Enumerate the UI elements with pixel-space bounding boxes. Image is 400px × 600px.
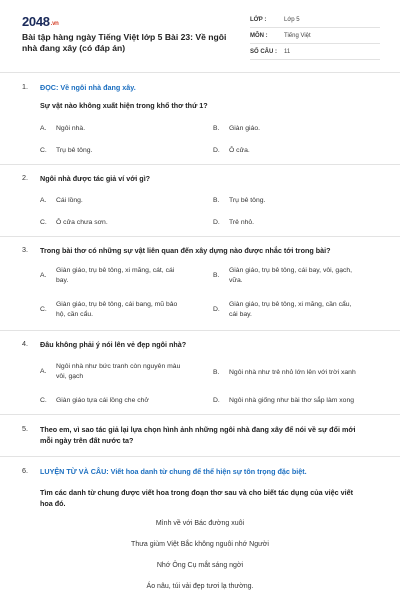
divider bbox=[0, 72, 400, 73]
poem-line: Nhớ Ông Cụ mắt sáng ngời bbox=[156, 562, 244, 569]
meta-row-subject bbox=[250, 28, 380, 44]
option-letter: D. bbox=[213, 397, 220, 404]
option-text-line: bay. bbox=[56, 277, 69, 284]
option-c[interactable] bbox=[40, 300, 208, 322]
option-letter: C. bbox=[40, 306, 47, 313]
option-text: Ô cửa. bbox=[229, 147, 250, 154]
option-d[interactable] bbox=[213, 300, 383, 322]
option-text bbox=[56, 300, 177, 320]
question-text: Ngôi nhà được tác giả ví với gì? bbox=[40, 174, 151, 183]
document-header bbox=[0, 0, 400, 70]
question-text-line: Tìm các danh từ chung được viết hoa trong đoạn thơ sau và cho biết tác dụng của việc viết bbox=[40, 488, 353, 497]
document-meta bbox=[250, 12, 380, 60]
option-text: Trẻ nhỏ. bbox=[229, 219, 255, 226]
question-number: 1. bbox=[22, 82, 28, 91]
meta-key: SỐ CÂU : bbox=[250, 48, 277, 55]
option-text: Ngôi nhà giống như bài thơ sắp làm xong bbox=[229, 397, 355, 404]
option-letter: D. bbox=[213, 147, 220, 154]
question-text bbox=[40, 424, 380, 446]
option-text bbox=[56, 362, 180, 382]
option-text: Ngôi nhà như trẻ nhỏ lớn lên với trời xanh bbox=[229, 369, 356, 376]
option-letter: B. bbox=[213, 197, 220, 204]
option-letter: A. bbox=[40, 125, 47, 132]
meta-key: LỚP : bbox=[250, 16, 267, 23]
option-text: Giàn giáo. bbox=[229, 125, 260, 132]
meta-value: Tiếng Việt bbox=[284, 32, 311, 39]
question-number: 4. bbox=[22, 339, 28, 348]
option-text: Trụ bê tông. bbox=[229, 197, 266, 204]
divider bbox=[0, 330, 400, 331]
option-letter: B. bbox=[213, 125, 220, 132]
logo-suffix: .vn bbox=[50, 21, 59, 27]
meta-value: 11 bbox=[284, 48, 291, 55]
question-text bbox=[40, 487, 380, 509]
option-text: Ngôi nhà. bbox=[56, 125, 86, 132]
poem-line: Áo nâu, túi vải đẹp tươi lạ thường. bbox=[146, 583, 254, 590]
option-text-line: cái bay. bbox=[229, 311, 252, 318]
poem-line: Mình về với Bác đường xuôi bbox=[155, 520, 245, 527]
option-text: Trụ bê tông. bbox=[56, 147, 93, 154]
option-letter: B. bbox=[213, 272, 220, 279]
question-text-line: hoa đó. bbox=[40, 499, 66, 508]
question-text: Trong bài thơ có những sự vật liên quan đến xây dựng nào được nhắc tới trong bài? bbox=[40, 246, 331, 255]
meta-value: Lớp 5 bbox=[284, 16, 300, 23]
question-number: 2. bbox=[22, 173, 28, 182]
option-text bbox=[56, 266, 174, 286]
option-text-line: Giàn giáo, trụ bê tông, cái bang, mũ bảo bbox=[56, 301, 178, 308]
option-text-line: Ngôi nhà như bức tranh còn nguyên màu bbox=[56, 363, 181, 370]
section-heading-grammar[interactable]: LUYỆN TỪ VÀ CÂU: Viết hoa danh từ chung để thể hiện sự tôn trọng đặc biệt. bbox=[40, 467, 307, 476]
question-text-line: mỗi ngày trên đất nước ta? bbox=[40, 436, 134, 445]
option-text-line: vữa. bbox=[229, 277, 243, 284]
question-text-line: Theo em, vì sao tác giả lại lựa chọn hình ảnh những ngôi nhà đang xây để nói về sự đổi mới bbox=[40, 425, 356, 434]
option-letter: C. bbox=[40, 147, 47, 154]
poem-line: Thưa giùm Việt Bắc không nguôi nhớ Người bbox=[131, 541, 269, 548]
option-text bbox=[229, 300, 351, 320]
divider bbox=[0, 414, 400, 415]
meta-row-class bbox=[250, 12, 380, 28]
site-logo[interactable] bbox=[22, 14, 59, 29]
option-text-line: Giàn giáo, trụ bê tông, xi măng, cần cẩu, bbox=[229, 301, 352, 308]
option-text-line: hộ, cần cẩu. bbox=[56, 311, 94, 318]
option-text-line: vôi, gạch bbox=[56, 373, 84, 380]
question-number: 3. bbox=[22, 245, 28, 254]
option-letter: A. bbox=[40, 272, 47, 279]
question-number: 5. bbox=[22, 424, 28, 433]
option-text: Cái lồng. bbox=[56, 197, 83, 204]
option-b[interactable] bbox=[213, 266, 383, 288]
option-text: Giàn giáo tựa cái lồng che chở bbox=[56, 397, 149, 404]
divider bbox=[0, 456, 400, 457]
option-letter: A. bbox=[40, 368, 47, 375]
question-text: Sự vật nào không xuất hiện trong khổ thơ thứ 1? bbox=[40, 101, 208, 110]
option-letter: B. bbox=[213, 369, 220, 376]
option-text-line: Giàn giáo, trụ bê tông, xi măng, cát, cái bbox=[56, 267, 175, 274]
question-text: Đâu không phải ý nói lên vẻ đẹp ngôi nhà? bbox=[40, 340, 187, 349]
meta-key: MÔN : bbox=[250, 32, 268, 39]
meta-row-count bbox=[250, 44, 380, 60]
option-a[interactable] bbox=[40, 362, 208, 384]
option-text-line: Giàn giáo, trụ bê tông, cái bay, vôi, gạch, bbox=[229, 267, 353, 274]
option-text bbox=[229, 266, 352, 286]
option-letter: A. bbox=[40, 197, 47, 204]
option-text: Ô cửa chưa sơn. bbox=[56, 219, 108, 226]
option-letter: C. bbox=[40, 219, 47, 226]
option-letter: C. bbox=[40, 397, 47, 404]
option-a[interactable] bbox=[40, 266, 208, 288]
divider bbox=[0, 164, 400, 165]
divider bbox=[0, 236, 400, 237]
document-title: Bài tập hàng ngày Tiếng Việt lớp 5 Bài 23: Về ngôi nhà đang xây (có đáp án) bbox=[22, 32, 227, 53]
option-letter: D. bbox=[213, 219, 220, 226]
question-number: 6. bbox=[22, 466, 28, 475]
logo-number: 2048 bbox=[22, 14, 50, 29]
option-letter: D. bbox=[213, 306, 220, 313]
section-heading-reading[interactable]: ĐỌC: Về ngôi nhà đang xây. bbox=[40, 83, 136, 92]
